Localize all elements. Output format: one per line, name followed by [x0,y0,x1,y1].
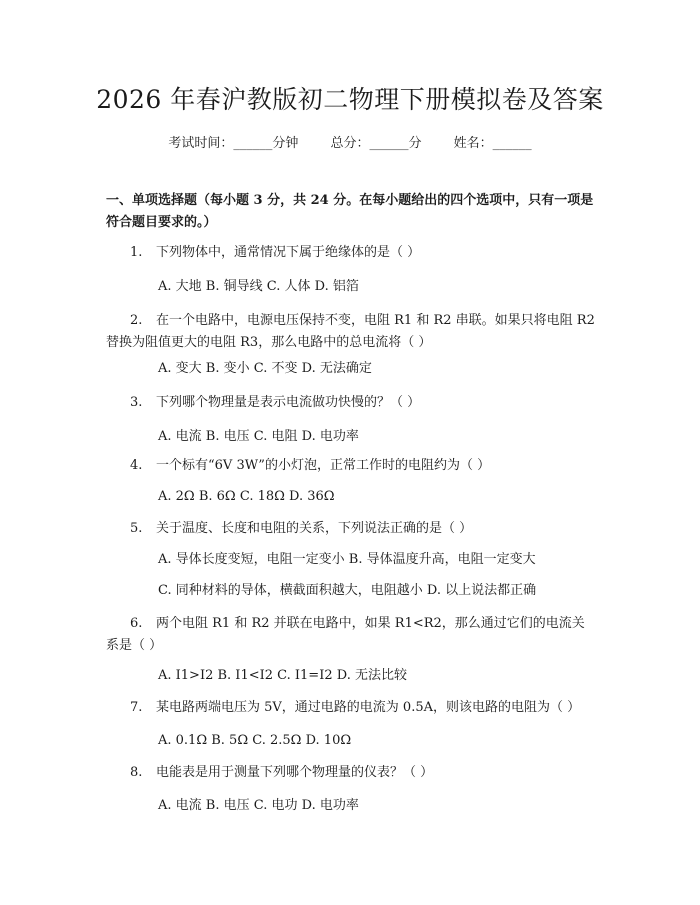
question-2 [106,310,596,354]
question-number: 3. [130,395,143,410]
question-1-options: A. 大地 B. 铜导线 C. 人体 D. 铝箔 [158,279,359,294]
question-5-options-line-1: A. 导体长度变短，电阻一定变小 B. 导体温度升高，电阻一定变大 [158,552,536,567]
question-4 [106,455,596,477]
question-text: 某电路两端电压为 5V，通过电路的电流为 0.5A，则该电路的电阻为（ ） [156,700,581,715]
exam-score: 总分：______分 [330,136,422,151]
question-7-options: A. 0.1Ω B. 5Ω C. 2.5Ω D. 10Ω [158,733,352,748]
question-6-options: A. I1>I2 B. I1<I2 C. I1=I2 D. 无法比较 [158,668,407,683]
question-1 [106,242,596,264]
question-number: 6. [130,616,143,631]
exam-info-row [0,132,700,151]
question-6 [106,613,596,657]
question-number: 7. [130,700,143,715]
question-4-options: A. 2Ω B. 6Ω C. 18Ω D. 36Ω [158,489,335,504]
question-3 [106,392,596,414]
question-3-options: A. 电流 B. 电压 C. 电阻 D. 电功率 [158,429,359,444]
question-7 [106,697,596,719]
question-number: 5. [130,521,143,536]
question-number: 2. [130,313,143,328]
question-number: 4. [130,458,143,473]
question-5-options-line-2: C. 同种材料的导体，横截面积越大，电阻越小 D. 以上说法都正确 [158,583,537,598]
question-8 [106,762,596,784]
question-number: 1. [130,245,143,260]
question-text: 下列哪个物理量是表示电流做功快慢的？（ ） [156,395,421,410]
question-text: 在一个电路中，电源电压保持不变，电阻 R1 和 R2 串联。如果只将电阻 R2 替换为阻值更大的电阻 R3，那么电路中的总电流将（ ） [106,313,595,350]
question-text: 一个标有“6V 3W”的小灯泡，正常工作时的电阻约为（ ） [156,458,491,473]
question-8-options: A. 电流 B. 电压 C. 电功 D. 电功率 [158,798,359,813]
question-text: 电能表是用于测量下列哪个物理量的仪表？（ ） [156,765,434,780]
question-text: 两个电阻 R1 和 R2 并联在电路中，如果 R1<R2，那么通过它们的电流关系是（ ） [106,616,585,653]
question-5 [106,518,596,540]
question-text: 关于温度、长度和电阻的关系，下列说法正确的是（ ） [156,521,473,536]
question-number: 8. [130,765,143,780]
question-2-options: A. 变大 B. 变小 C. 不变 D. 无法确定 [158,361,372,376]
question-text: 下列物体中，通常情况下属于绝缘体的是（ ） [156,245,421,260]
exam-time: 考试时间：______分钟 [168,136,299,151]
section-heading: 一、单项选择题（每小题 3 分，共 24 分。在每小题给出的四个选项中，只有一项是符合题目要求的。） [106,193,594,230]
page-title: 2026 年春沪教版初二物理下册模拟卷及答案 [96,85,604,114]
exam-name: 姓名：______ [453,136,532,151]
